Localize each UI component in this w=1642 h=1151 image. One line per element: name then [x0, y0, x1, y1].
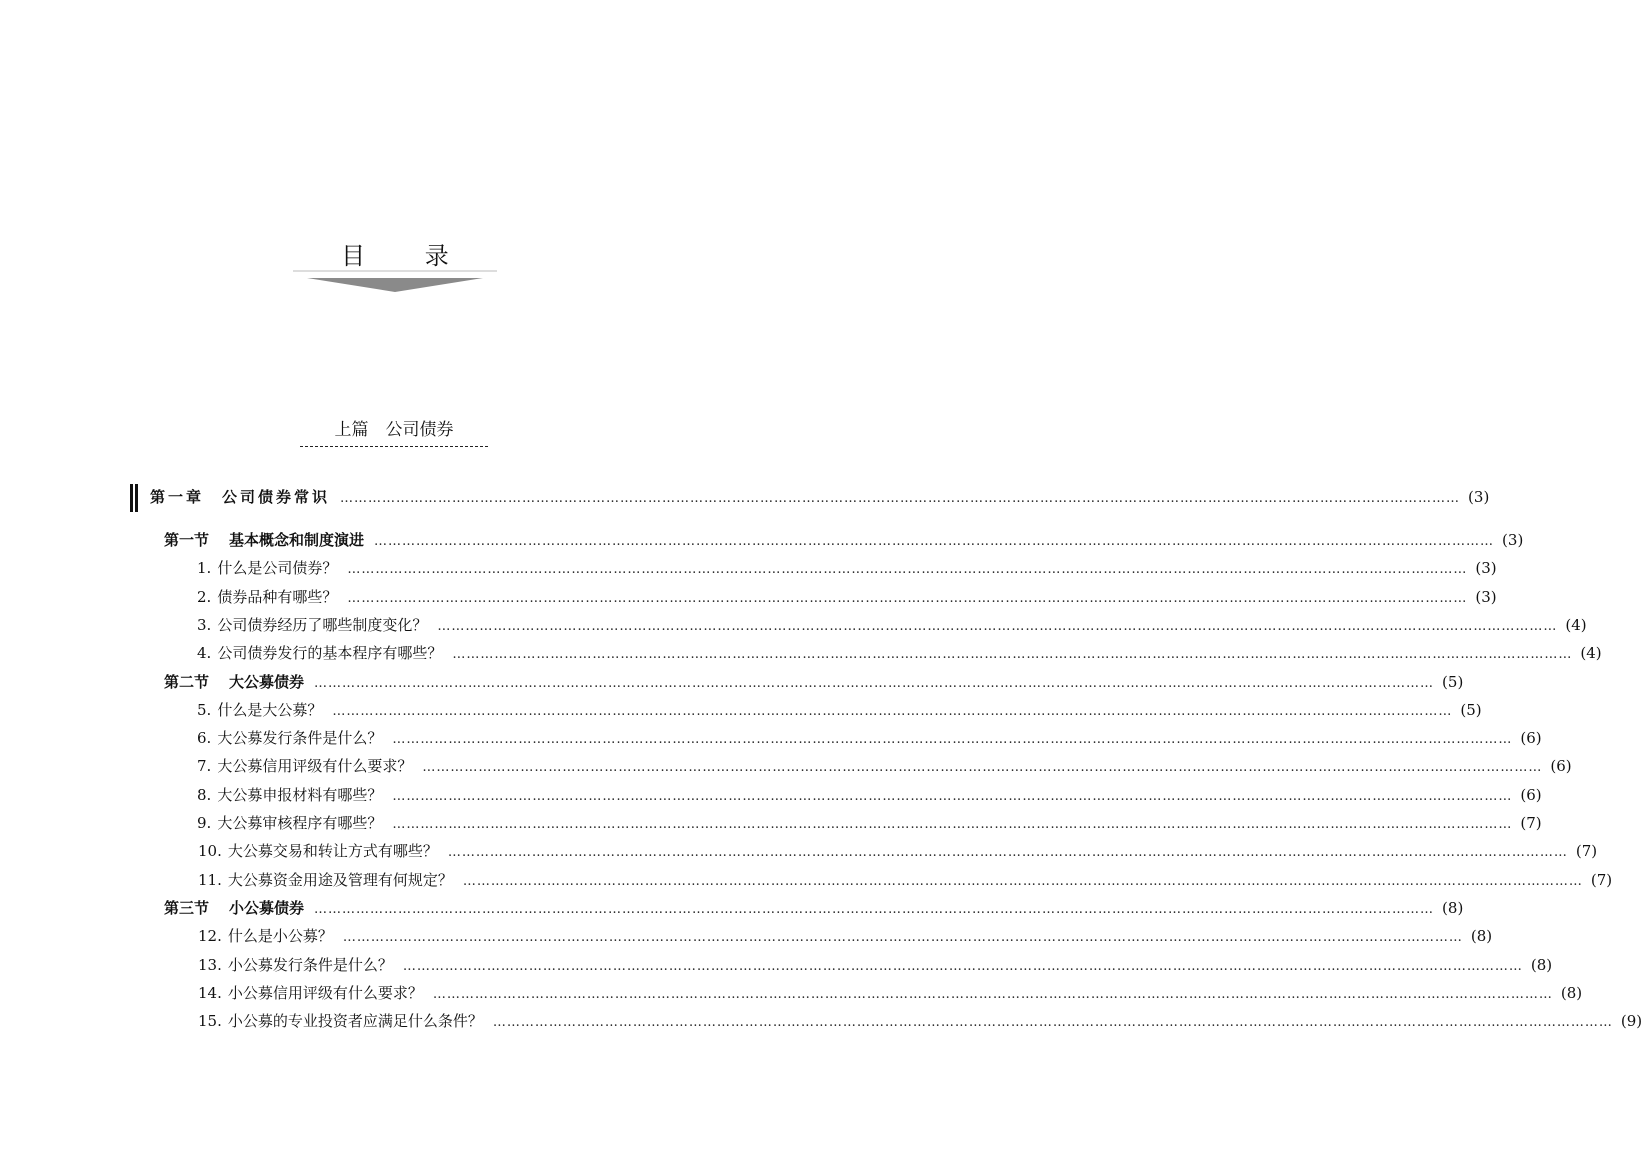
question-number: 7.: [197, 757, 212, 776]
part-title: 上篇 公司债券: [300, 415, 488, 447]
section-label: 第一节: [164, 531, 210, 549]
dot-leader: ……………………………………………………………………………………………………………………………………………………………………………………………………………………: [492, 1015, 1613, 1031]
dot-leader: ……………………………………………………………………………………………………………………………………………………………………………………………………………………: [347, 590, 1468, 606]
toc-entry[interactable]: [164, 529, 1524, 551]
section-title: 小公募债券: [229, 898, 305, 917]
dot-leader: ……………………………………………………………………………………………………………………………………………………………………………………………………………………: [347, 562, 1468, 578]
toc-entry[interactable]: [164, 897, 1464, 919]
chapter-marker-bar: [130, 484, 140, 512]
page-number: ( 8 ): [1560, 983, 1583, 1002]
page-number-value: 3: [1507, 531, 1518, 549]
question-title: 小公募信用评级有什么要求？: [227, 983, 423, 1002]
dot-leader: ……………………………………………………………………………………………………………………………………………………………………………………………………………………: [422, 760, 1543, 776]
toc-entry[interactable]: [197, 642, 1602, 664]
page-number: ( 3 ): [1475, 559, 1497, 578]
page-number: ( 3 ): [1475, 587, 1497, 606]
page-number-value: 8: [1536, 955, 1547, 974]
page-number: ( 5 ): [1442, 672, 1464, 691]
question-title: 小公募发行条件是什么？: [227, 955, 393, 974]
toc-entry[interactable]: [197, 614, 1587, 636]
question-title: 小公募的专业投资者应满足什么条件？: [227, 1012, 483, 1031]
page-number: ( 8 ): [1470, 927, 1493, 946]
section-label: 第二节: [164, 672, 210, 691]
dot-leader: ……………………………………………………………………………………………………………………………………………………………………………………………………………………: [332, 703, 1453, 719]
page-number-value: 5: [1466, 700, 1476, 719]
chapter-label: 第一章: [150, 488, 205, 506]
toc-entry[interactable]: [198, 869, 1613, 891]
page-number: ( 7 ): [1575, 842, 1598, 861]
toc-entry[interactable]: [198, 925, 1493, 947]
page-number-value: 9: [1626, 1012, 1637, 1031]
page-number: ( 7 ): [1590, 870, 1613, 889]
question-title: 什么是小公募？: [227, 927, 333, 946]
page-number-value: 6: [1556, 757, 1566, 776]
question-number: 3.: [197, 615, 212, 634]
section-title: 基本概念和制度演进: [229, 531, 365, 549]
heading-arrow-ornament: [293, 268, 497, 296]
question-number: 5.: [197, 700, 212, 719]
page-number: ( 3 ): [1502, 531, 1524, 549]
toc-entry[interactable]: [197, 557, 1497, 579]
question-title: 大公募资金用途及管理有何规定？: [227, 870, 453, 889]
dot-leader: ……………………………………………………………………………………………………………………………………………………………………………………………………………………: [314, 675, 1435, 691]
question-title: 大公募申报材料有哪些？: [217, 785, 383, 804]
page-number: ( 8 ): [1442, 898, 1464, 917]
page-number-value: 3: [1481, 587, 1491, 606]
page-number: ( 7 ): [1520, 814, 1542, 832]
dot-leader: ……………………………………………………………………………………………………………………………………………………………………………………………………………………: [402, 958, 1523, 974]
question-title: 大公募审核程序有哪些？: [217, 814, 383, 832]
question-title: 债券品种有哪些？: [217, 587, 338, 606]
page-number-value: 8: [1566, 983, 1577, 1002]
page-number: ( 3 ): [1468, 488, 1490, 506]
dot-leader: ……………………………………………………………………………………………………………………………………………………………………………………………………………………: [432, 986, 1553, 1002]
page-number-value: 8: [1476, 927, 1487, 946]
page-number-value: 5: [1447, 672, 1458, 691]
question-number: 1.: [197, 559, 212, 578]
dot-leader: ……………………………………………………………………………………………………………………………………………………………………………………………………………………: [437, 618, 1558, 634]
question-title: 什么是公司债券？: [217, 559, 338, 578]
page-number: ( 5 ): [1460, 700, 1482, 719]
toc-entry[interactable]: [197, 812, 1542, 834]
page-number: ( 9 ): [1620, 1012, 1642, 1031]
toc-entry[interactable]: [198, 982, 1583, 1004]
toc-entry[interactable]: [150, 486, 1490, 508]
question-number: 12.: [198, 927, 222, 946]
question-number: 9.: [197, 814, 212, 832]
question-number: 15.: [198, 1012, 222, 1031]
page-number: ( 4 ): [1565, 615, 1587, 634]
dot-leader: ……………………………………………………………………………………………………………………………………………………………………………………………………………………: [340, 491, 1461, 506]
question-title: 公司债券经历了哪些制度变化？: [217, 615, 428, 634]
dot-leader: ……………………………………………………………………………………………………………………………………………………………………………………………………………………: [462, 873, 1583, 889]
question-number: 13.: [198, 955, 222, 974]
page-number-value: 6: [1526, 785, 1536, 804]
question-number: 10.: [198, 842, 222, 861]
page-number: ( 6 ): [1520, 729, 1542, 748]
dot-leader: ……………………………………………………………………………………………………………………………………………………………………………………………………………………: [392, 788, 1513, 804]
question-number: 4.: [197, 644, 212, 663]
dot-leader: ……………………………………………………………………………………………………………………………………………………………………………………………………………………: [314, 901, 1435, 917]
page-number: ( 4 ): [1580, 644, 1602, 663]
toc-entry[interactable]: [197, 784, 1542, 806]
question-title: 大公募交易和转让方式有哪些？: [227, 842, 438, 861]
page-number-value: 7: [1526, 814, 1536, 832]
page-number-value: 7: [1581, 842, 1592, 861]
toc-entry[interactable]: [197, 586, 1497, 608]
toc-entry[interactable]: [197, 699, 1482, 721]
question-title: 大公募发行条件是什么？: [217, 729, 383, 748]
page-number: ( 6 ): [1520, 785, 1542, 804]
question-number: 11.: [198, 870, 222, 889]
dot-leader: ……………………………………………………………………………………………………………………………………………………………………………………………………………………: [452, 647, 1573, 663]
dot-leader: ……………………………………………………………………………………………………………………………………………………………………………………………………………………: [392, 732, 1513, 748]
page-number-value: 3: [1481, 559, 1491, 578]
page-number-value: 4: [1586, 644, 1596, 663]
question-title: 公司债券发行的基本程序有哪些？: [217, 644, 443, 663]
page-number-value: 6: [1526, 729, 1536, 748]
dot-leader: ……………………………………………………………………………………………………………………………………………………………………………………………………………………: [392, 817, 1513, 832]
section-label: 第三节: [164, 898, 210, 917]
toc-entry[interactable]: [197, 755, 1572, 777]
toc-entry[interactable]: [198, 1010, 1642, 1032]
dot-leader: ……………………………………………………………………………………………………………………………………………………………………………………………………………………: [447, 845, 1568, 861]
question-number: 8.: [197, 785, 212, 804]
dot-leader: ……………………………………………………………………………………………………………………………………………………………………………………………………………………: [374, 534, 1495, 549]
page-number: ( 6 ): [1550, 757, 1572, 776]
question-title: 大公募信用评级有什么要求？: [217, 757, 413, 776]
page-number-value: 3: [1473, 488, 1484, 506]
question-number: 14.: [198, 983, 222, 1002]
question-number: 2.: [197, 587, 212, 606]
toc-entry[interactable]: [197, 727, 1542, 749]
toc-entry[interactable]: [198, 840, 1598, 862]
section-title: 大公募债券: [229, 672, 305, 691]
toc-entry[interactable]: [198, 954, 1553, 976]
page-number: ( 8 ): [1530, 955, 1553, 974]
page-number-value: 8: [1447, 898, 1458, 917]
page-number-value: 7: [1596, 870, 1607, 889]
question-title: 什么是大公募？: [217, 700, 323, 719]
dot-leader: ……………………………………………………………………………………………………………………………………………………………………………………………………………………: [342, 930, 1463, 946]
chapter-title: 公司债券常识: [222, 488, 331, 506]
page-number-value: 4: [1571, 615, 1581, 634]
toc-entry[interactable]: [164, 671, 1464, 693]
question-number: 6.: [197, 729, 212, 748]
toc-heading: 目 录: [341, 242, 475, 270]
